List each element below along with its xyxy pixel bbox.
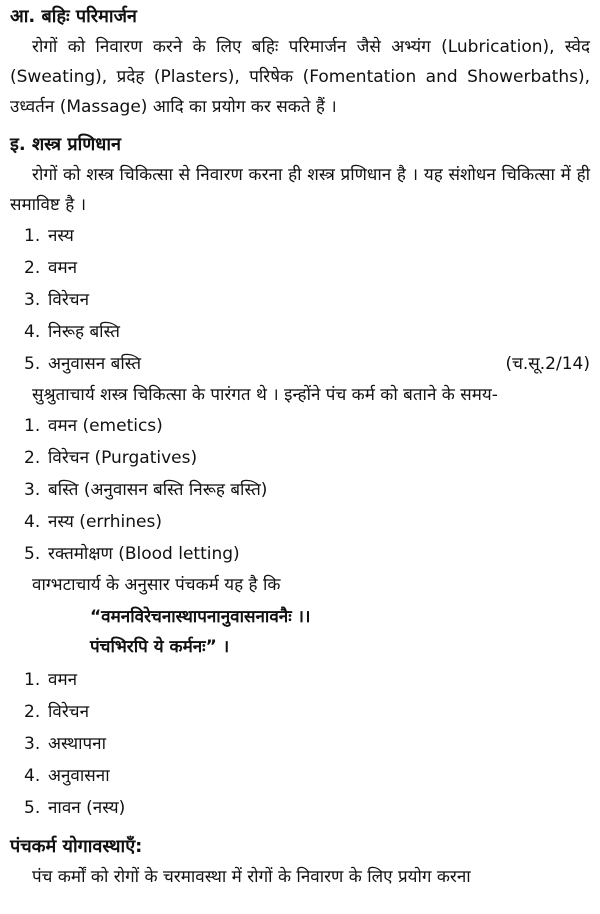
section-sushruta <box>10 380 590 570</box>
list-item: 1. वमन (emetics) <box>24 416 163 436</box>
list-item: 4. नस्य (errhines) <box>24 512 163 532</box>
list-item: 3. बस्ति (अनुवासन बस्ति निरूह बस्ति) <box>24 480 268 500</box>
verse-line: “वमनविरेचनास्थापनानुवासनावनैः ।। <box>90 607 311 627</box>
section-paragraph: पंच कर्मों को रोगों के चरमावस्था में रोगों के निवारण के लिए प्रयोग करना <box>32 867 471 887</box>
list-item: 4. अनुवासना <box>24 766 110 786</box>
list-item: 3. अस्थापना <box>24 734 107 754</box>
section-paragraph: रोगों को निवारण करने के लिए बहिः परिमार्जन जैसे अभ्यंग (Lubrication), स्वेद (Sweating), प्रदेह (Plasters), परिषेक (Fomentation and Showerbaths), उध्वर्तन (Massage) आदि का प्रयोग कर सकते हैं । <box>10 37 590 117</box>
list-item: 2. विरेचन (Purgatives) <box>24 448 198 468</box>
list-item: 2. वमन <box>24 258 78 278</box>
list-item: 4. निरूह बस्ति <box>24 322 120 342</box>
section-paragraph: वाग्भटाचार्य के अनुसार पंचकर्म यह है कि <box>32 575 281 595</box>
panchakarma-list <box>10 220 590 380</box>
verse-line: पंचभिरपि ये कर्मनः” । <box>90 637 230 657</box>
section-paragraph: सुश्रुताचार्य शस्त्र चिकित्सा के पारंगत थे । इन्होंने पंच कर्म को बताने के समय- <box>32 385 498 405</box>
section-heading: आ. बहिः परिमार्जन <box>10 6 137 27</box>
list-item: 1. वमन <box>24 670 78 690</box>
list-item: 1. नस्य <box>24 226 74 246</box>
list-item: 3. विरेचन <box>24 290 90 310</box>
vagbhata-list <box>10 664 590 824</box>
section-vagbhata <box>10 570 590 824</box>
sushruta-list <box>10 410 590 570</box>
section-shastra-pranidhan <box>10 130 590 380</box>
section-heading: पंचकर्म योगावस्थाएँ: <box>10 836 143 857</box>
section-bahih-parimarjan <box>10 2 590 122</box>
section-paragraph: रोगों को शस्त्र चिकित्सा से निवारण करना ही शस्त्र प्रणिधान है । यह संशोधन चिकित्सा में ही समाविष्ट है । <box>10 165 590 215</box>
section-heading: इ. शस्त्र प्रणिधान <box>10 134 122 155</box>
list-item: 5. नावन (नस्य) <box>24 798 126 818</box>
list-item: 2. विरेचन <box>24 702 90 722</box>
section-panchakarma-yogavastha <box>10 832 590 892</box>
shloka-verse <box>90 602 590 662</box>
list-item: 5. अनुवासन बस्ति (च.सू.2/14) <box>24 348 590 380</box>
citation-reference: (च.सू.2/14) <box>505 354 590 374</box>
list-item: 5. रक्तमोक्षण (Blood letting) <box>24 544 240 564</box>
